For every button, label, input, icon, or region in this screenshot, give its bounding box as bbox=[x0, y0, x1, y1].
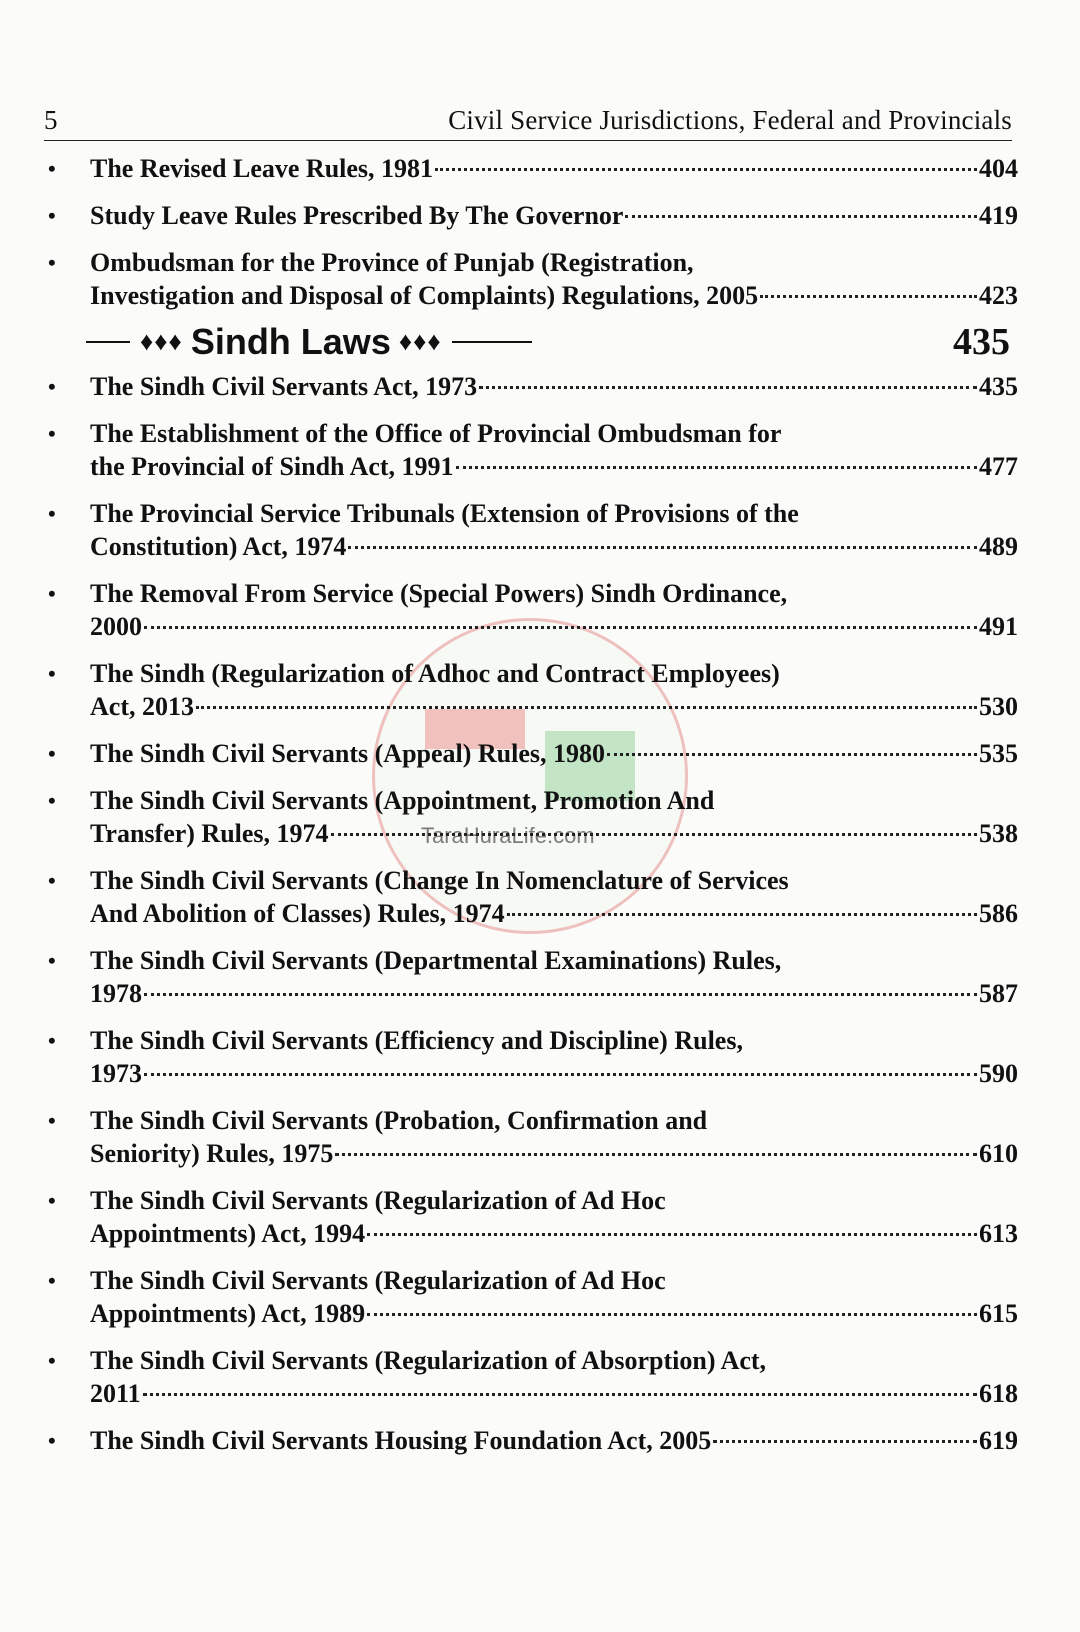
entry-title-text: The Sindh Civil Servants (Change In Nomenclature of Services bbox=[90, 866, 789, 895]
toc-entry bbox=[44, 737, 1018, 770]
entry-line bbox=[90, 817, 1018, 850]
running-header bbox=[44, 104, 1012, 141]
bullet-icon: • bbox=[48, 868, 56, 893]
bullet-icon: • bbox=[48, 1188, 56, 1213]
entry-line bbox=[90, 864, 1018, 897]
entry-line bbox=[90, 1424, 1018, 1457]
bullet-icon: • bbox=[48, 788, 56, 813]
entry-title-text: The Sindh Civil Servants (Probation, Confirmation and bbox=[90, 1106, 708, 1135]
entry-title-text: The Sindh Civil Servants (Appointment, Promotion And bbox=[90, 786, 715, 815]
page-number: 5 bbox=[44, 105, 58, 135]
toc-entry bbox=[44, 1104, 1018, 1170]
entry-page-number: 610 bbox=[979, 1139, 1018, 1168]
dot-leader bbox=[348, 546, 977, 549]
entry-page-number: 489 bbox=[979, 532, 1018, 561]
section-diamonds-left: ♦♦♦ bbox=[140, 327, 183, 356]
entry-line bbox=[90, 1297, 1018, 1330]
toc-entry bbox=[44, 1184, 1018, 1250]
bullet-icon: • bbox=[48, 581, 56, 606]
section-rule-left bbox=[86, 341, 130, 343]
entry-title-text: 1978 bbox=[90, 979, 142, 1008]
entry-line bbox=[90, 1057, 1018, 1090]
entry-line bbox=[90, 279, 1018, 312]
entry-title-text: Appointments) Act, 1994 bbox=[90, 1219, 366, 1248]
entry-title-text: 2000 bbox=[90, 612, 142, 641]
bullet-icon: • bbox=[48, 156, 56, 181]
dot-leader bbox=[507, 913, 977, 916]
bullet-icon: • bbox=[48, 250, 56, 275]
entry-line bbox=[90, 897, 1018, 930]
toc-entry bbox=[44, 199, 1018, 232]
entry-page-number: 586 bbox=[979, 899, 1018, 928]
entry-title-text: The Sindh (Regularization of Adhoc and Contract Employees) bbox=[90, 659, 780, 688]
toc-entry bbox=[44, 246, 1018, 312]
dot-leader bbox=[144, 1073, 977, 1076]
pre-entries-list bbox=[44, 152, 1018, 312]
dot-leader bbox=[144, 993, 977, 996]
toc-entry bbox=[44, 944, 1018, 1010]
entry-line bbox=[90, 1264, 1018, 1297]
entry-line bbox=[90, 1024, 1018, 1057]
dot-leader bbox=[143, 1393, 977, 1396]
bullet-icon: • bbox=[48, 741, 56, 766]
bullet-icon: • bbox=[48, 374, 56, 399]
entry-line bbox=[90, 610, 1018, 643]
entry-line bbox=[90, 657, 1018, 690]
entry-title-text: Investigation and Disposal of Complaints) Regulations, 2005 bbox=[90, 281, 759, 310]
watermark-text: TaraHuraLife.com bbox=[421, 823, 595, 848]
bullet-icon: • bbox=[48, 203, 56, 228]
bullet-icon: • bbox=[48, 1348, 56, 1373]
entry-title-text: Act, 2013 bbox=[90, 692, 194, 721]
entry-title-text: Appointments) Act, 1989 bbox=[90, 1299, 366, 1328]
entry-line bbox=[90, 199, 1018, 232]
dot-leader bbox=[607, 753, 977, 756]
entry-title-text: The Establishment of the Office of Provincial Ombudsman for bbox=[90, 419, 782, 448]
entry-page-number: 590 bbox=[979, 1059, 1018, 1088]
entry-title-text: And Abolition of Classes) Rules, 1974 bbox=[90, 899, 505, 928]
entry-title-text: The Revised Leave Rules, 1981 bbox=[90, 154, 434, 183]
entry-line bbox=[90, 1184, 1018, 1217]
dot-leader bbox=[335, 1153, 977, 1156]
entry-page-number: 435 bbox=[979, 372, 1018, 401]
toc-entry bbox=[44, 370, 1018, 403]
entry-line bbox=[90, 246, 1018, 279]
entry-title-text: Ombudsman for the Province of Punjab (Registration, bbox=[90, 248, 694, 277]
dot-leader bbox=[196, 706, 977, 709]
bullet-icon: • bbox=[48, 1028, 56, 1053]
toc-entry bbox=[44, 1344, 1018, 1410]
entry-line bbox=[90, 497, 1018, 530]
bullet-icon: • bbox=[48, 661, 56, 686]
dot-leader bbox=[144, 626, 977, 629]
entry-page-number: 477 bbox=[979, 452, 1018, 481]
section-page-number: 435 bbox=[953, 321, 1010, 363]
dot-leader bbox=[367, 1233, 977, 1236]
entry-page-number: 615 bbox=[979, 1299, 1018, 1328]
toc-entry bbox=[44, 1424, 1018, 1457]
bullet-icon: • bbox=[48, 421, 56, 446]
bullet-icon: • bbox=[48, 948, 56, 973]
bullet-icon: • bbox=[48, 1428, 56, 1453]
entry-line bbox=[90, 370, 1018, 403]
entry-title-text: The Sindh Civil Servants Act, 1973 bbox=[90, 372, 478, 401]
toc-entry bbox=[44, 657, 1018, 723]
dot-leader bbox=[367, 1313, 977, 1316]
entry-line bbox=[90, 577, 1018, 610]
entry-line bbox=[90, 1377, 1018, 1410]
section-diamonds-right: ♦♦♦ bbox=[398, 327, 442, 356]
entry-line bbox=[90, 1137, 1018, 1170]
entry-title-text: The Sindh Civil Servants (Appeal) Rules, 1980 bbox=[90, 739, 606, 768]
dot-leader bbox=[479, 386, 977, 389]
toc-entry bbox=[44, 497, 1018, 563]
entry-page-number: 404 bbox=[979, 154, 1018, 183]
entry-line bbox=[90, 152, 1018, 185]
section-heading bbox=[44, 314, 1018, 370]
toc-entry bbox=[44, 784, 1018, 850]
entry-page-number: 491 bbox=[979, 612, 1018, 641]
toc-entry bbox=[44, 1024, 1018, 1090]
entry-line bbox=[90, 450, 1018, 483]
table-of-contents bbox=[44, 152, 1018, 1457]
entry-title-text: Constitution) Act, 1974 bbox=[90, 532, 347, 561]
running-title: Civil Service Jurisdictions, Federal and Provincials bbox=[448, 105, 1012, 135]
dot-leader bbox=[331, 833, 977, 836]
entry-page-number: 618 bbox=[979, 1379, 1018, 1408]
toc-entry bbox=[44, 864, 1018, 930]
entry-page-number: 613 bbox=[979, 1219, 1018, 1248]
section-rule-right bbox=[452, 341, 532, 343]
entry-line bbox=[90, 944, 1018, 977]
entry-line bbox=[90, 1344, 1018, 1377]
entry-line bbox=[90, 1104, 1018, 1137]
entry-page-number: 423 bbox=[979, 281, 1018, 310]
entry-title-text: Study Leave Rules Prescribed By The Governor bbox=[90, 201, 624, 230]
entry-title-text: Transfer) Rules, 1974 bbox=[90, 819, 329, 848]
entry-title-text: Seniority) Rules, 1975 bbox=[90, 1139, 334, 1168]
entry-title-text: The Sindh Civil Servants (Departmental Examinations) Rules, bbox=[90, 946, 782, 975]
entry-line bbox=[90, 1217, 1018, 1250]
bullet-icon: • bbox=[48, 1268, 56, 1293]
entry-title-text: The Removal From Service (Special Powers) Sindh Ordinance, bbox=[90, 579, 788, 608]
section-title: Sindh Laws bbox=[190, 321, 391, 362]
entries-list bbox=[44, 370, 1018, 1457]
entry-line bbox=[90, 417, 1018, 450]
bullet-icon: • bbox=[48, 501, 56, 526]
entry-title-text: The Sindh Civil Servants (Regularization of Ad Hoc bbox=[90, 1266, 666, 1295]
entry-line bbox=[90, 737, 1018, 770]
dot-leader bbox=[625, 215, 977, 218]
entry-title-text: The Sindh Civil Servants Housing Foundation Act, 2005 bbox=[90, 1426, 712, 1455]
entry-title-text: the Provincial of Sindh Act, 1991 bbox=[90, 452, 454, 481]
entry-title-text: The Sindh Civil Servants (Regularization of Ad Hoc bbox=[90, 1186, 666, 1215]
dot-leader bbox=[760, 295, 977, 298]
entry-line bbox=[90, 784, 1018, 817]
entry-line bbox=[90, 690, 1018, 723]
entry-title-text: 2011 bbox=[90, 1379, 141, 1408]
entry-title-text: 1973 bbox=[90, 1059, 142, 1088]
entry-line bbox=[90, 530, 1018, 563]
entry-page-number: 587 bbox=[979, 979, 1018, 1008]
toc-entry bbox=[44, 1264, 1018, 1330]
toc-entry bbox=[44, 417, 1018, 483]
entry-page-number: 538 bbox=[979, 819, 1018, 848]
dot-leader bbox=[456, 466, 977, 469]
entry-title-text: The Sindh Civil Servants (Efficiency and Discipline) Rules, bbox=[90, 1026, 743, 1055]
entry-title-text: The Provincial Service Tribunals (Extension of Provisions of the bbox=[90, 499, 799, 528]
entry-page-number: 619 bbox=[979, 1426, 1018, 1455]
toc-entry bbox=[44, 152, 1018, 185]
dot-leader bbox=[713, 1440, 977, 1443]
dot-leader bbox=[435, 168, 977, 171]
entry-line bbox=[90, 977, 1018, 1010]
entry-page-number: 419 bbox=[979, 201, 1018, 230]
entry-page-number: 530 bbox=[979, 692, 1018, 721]
entry-title-text: The Sindh Civil Servants (Regularization of Absorption) Act, bbox=[90, 1346, 767, 1375]
entry-page-number: 535 bbox=[979, 739, 1018, 768]
toc-entry bbox=[44, 577, 1018, 643]
bullet-icon: • bbox=[48, 1108, 56, 1133]
